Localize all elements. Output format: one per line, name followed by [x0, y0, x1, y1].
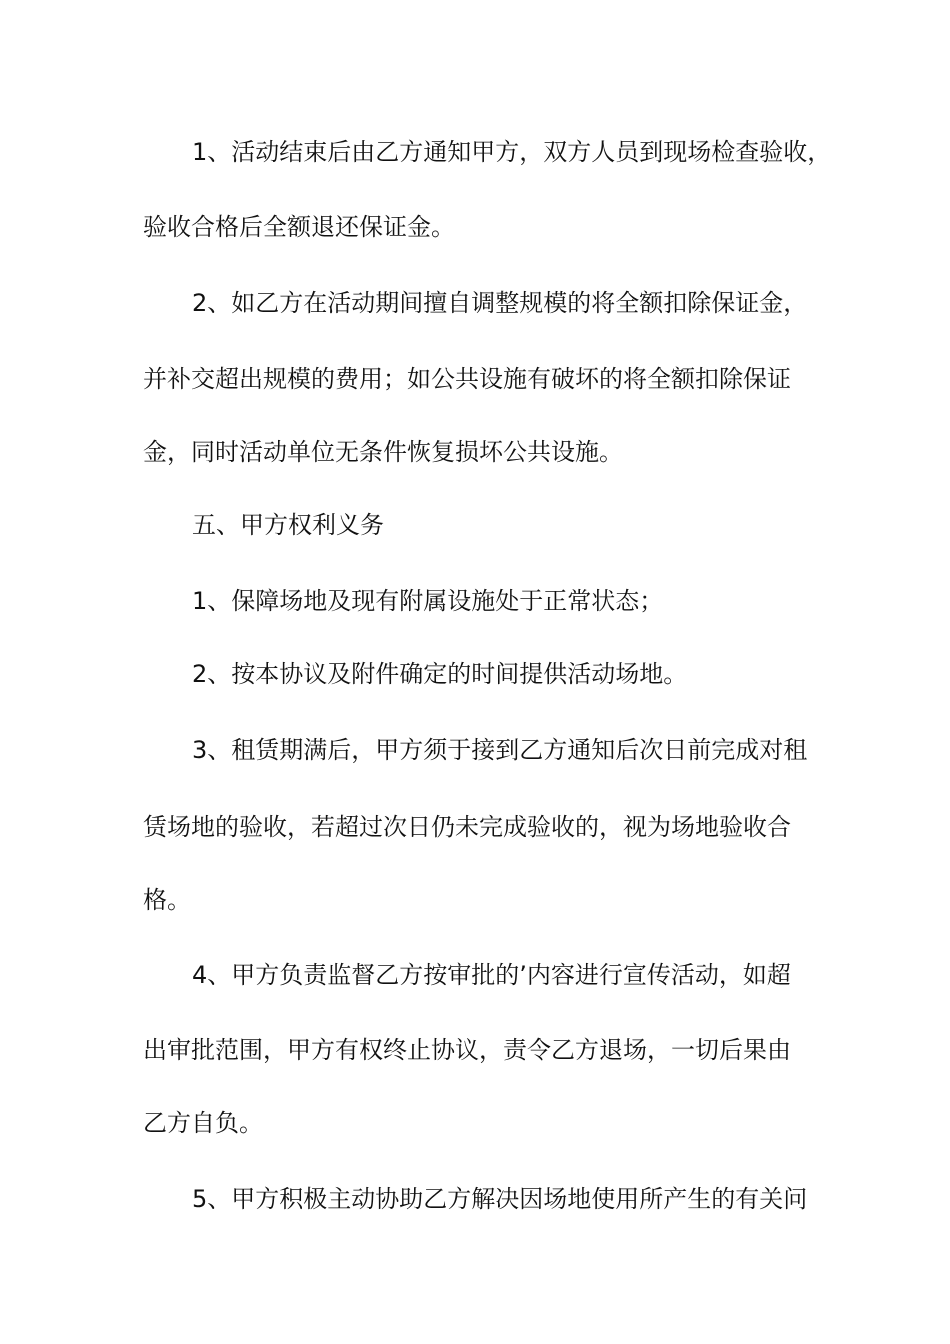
paragraph-5-line-2: 赁场地的验收，若超过次日仍未完成验收的，视为场地验收合	[143, 813, 791, 841]
paragraph-5-line-1: 3、租赁期满后，甲方须于接到乙方通知后次日前完成对租	[192, 736, 808, 764]
paragraph-1-line-1: 1、活动结束后由乙方通知甲方，双方人员到现场检查验收，	[192, 138, 832, 166]
paragraph-7-line-1: 5、甲方积极主动协助乙方解决因场地使用所产生的有关问	[192, 1185, 808, 1213]
paragraph-6-line-1: 4、甲方负责监督乙方按审批的’内容进行宣传活动，如超	[192, 961, 791, 989]
paragraph-4-line-1: 2、按本协议及附件确定的时间提供活动场地。	[192, 660, 688, 688]
paragraph-2-line-3: 金，同时活动单位无条件恢复损坏公共设施。	[143, 438, 623, 466]
paragraph-1-line-2: 验收合格后全额退还保证金。	[143, 213, 455, 241]
section-heading: 五、甲方权利义务	[192, 511, 384, 539]
paragraph-6-line-3: 乙方自负。	[143, 1109, 263, 1137]
paragraph-5-line-3: 格。	[143, 886, 191, 914]
paragraph-6-line-2: 出审批范围，甲方有权终止协议，责令乙方退场，一切后果由	[143, 1036, 791, 1064]
paragraph-3-line-1: 1、保障场地及现有附属设施处于正常状态；	[192, 587, 664, 615]
paragraph-2-line-1: 2、如乙方在活动期间擅自调整规模的将全额扣除保证金，	[192, 289, 808, 317]
paragraph-2-line-2: 并补交超出规模的费用；如公共设施有破坏的将全额扣除保证	[143, 365, 791, 393]
